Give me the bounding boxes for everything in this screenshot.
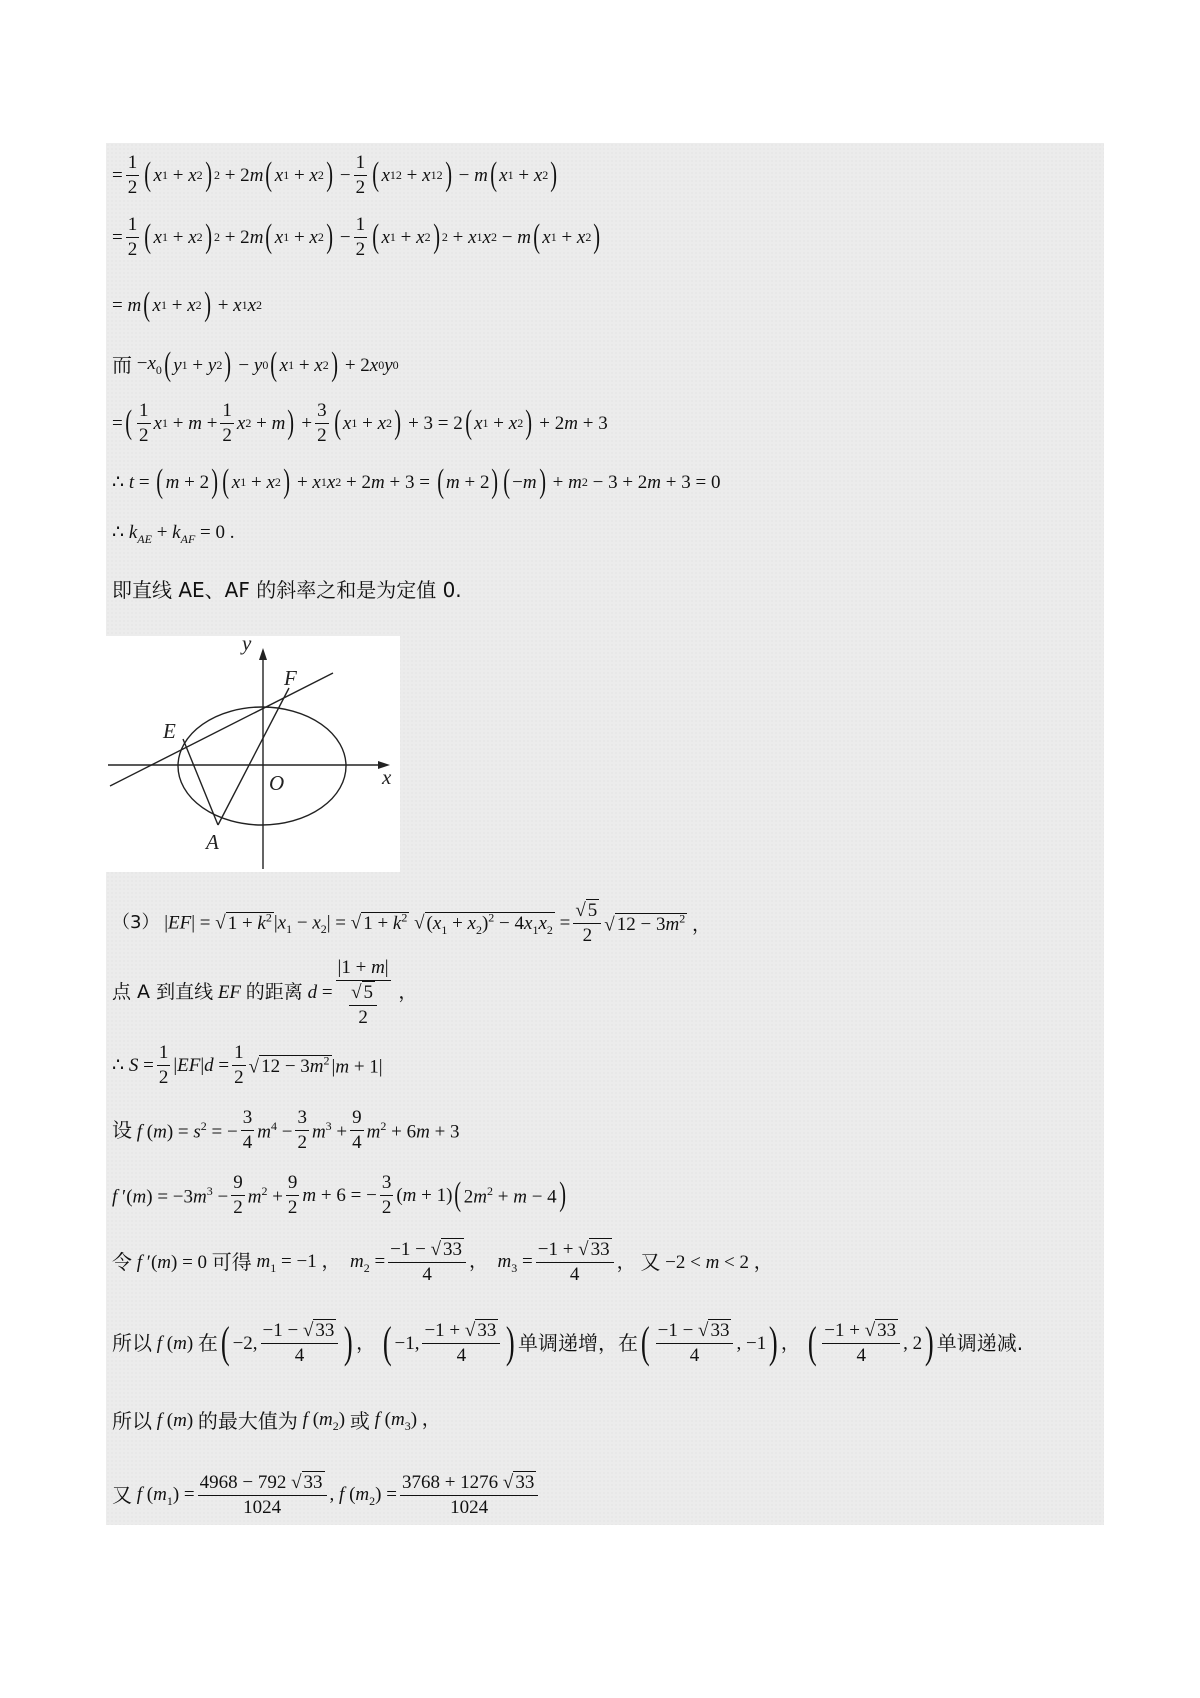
line-ef	[110, 673, 333, 786]
label-origin: O	[269, 771, 285, 795]
equation-line-11: ∴ S = $\frac{1}{2}$ |EF|d = $\frac{1}{2}$ √ $12 - 3m^2$ |m + 1|	[112, 1042, 383, 1088]
equation-line-14: 令 f ′(m) = 0 可得 $m_1 = -1$ ， $m_2$ = $\frac{-1 - √ 33}{4}$ ， $m_3$ = $\frac{-1 + √ 33}{4}$ ， 又 −2 < m < 2 ，	[112, 1239, 773, 1285]
equation-line-1: = $\frac{1}{2}$ ( x 1 + x 2 ) 2 + 2 m ( x 1 + x 2 ) − $\frac{1}{2}$ ( x 1 2 + x 1 2 ) − m ( x 1 + x 2 )	[112, 152, 558, 198]
equation-line-3: = m ( x 1 + x 2 ) + x 1 x 2	[112, 286, 263, 323]
prefix-text: 令	[112, 1250, 132, 1275]
label-a: A	[206, 830, 219, 854]
segment-ae	[183, 739, 218, 825]
equation-line-10: 点 A 到直线 EF 的距离 d = $\frac{|1 + m|}{\frac{√ 5}{2}}$ ，	[112, 957, 418, 1028]
equation-line-6: ∴ t = ( m + 2 ) ( x 1 + x 2 ) + x 1 x 2 + 2 m + 3 = ( m + 2 ) ( − m ) + m 2 − 3 + 2 m + 3 = 0	[112, 463, 721, 500]
label-y: y	[242, 636, 252, 655]
prefix-text: 所以	[112, 1408, 152, 1433]
segment-af	[218, 688, 289, 825]
conclusion-text	[112, 580, 462, 600]
y-axis-arrow-icon	[259, 648, 267, 660]
label-e: E	[163, 719, 176, 743]
prefix-text: 设	[112, 1118, 132, 1143]
equation-line-9: （3） |EF| = √ $1 + k^2$ $|x_1 - x_2|$ = √ $1 + k^2$ √ $(x_1 + x_2)^2 - 4x_1x_2$ = $\frac{√ 5}{2}$ √ $12 - 3m^2$ ，	[112, 900, 711, 946]
equation-line-4: 而 $-x_0$ ( y 1 + y 2 ) − y 0 ( x 1 + x 2 ) + 2 x 0 y 0	[112, 346, 399, 383]
label-f: F	[284, 666, 297, 690]
equation-line-15: 所以 f (m) 在 ( −2, $\frac{-1 - √ 33}{4}$ ) ， ( −1, $\frac{-1 + √ 33}{4}$ ) 单调递增，在 ( $\frac{-1 - √ 33}{4}$ , −1 ) ， ( $\frac{-1 + √ 33}{4}$ , 2 ) 单调递减.	[112, 1318, 1024, 1368]
equation-line-17: 又 f $(m_1)$ = $\frac{4968 - 792 √ 33}{1024}$ , f $(m_2)$ = $\frac{3768 + 1276 √ 33}{1024}$	[112, 1473, 541, 1518]
prefix-text: 点 A 到直线	[112, 981, 214, 1004]
equation-line-2: = $\frac{1}{2}$ ( x 1 + x 2 ) 2 + 2 m ( x 1 + x 2 ) − $\frac{1}{2}$ ( x 1 + x 2 ) 2 + x 1 x 2 − m ( x 1 + x 2 )	[112, 214, 601, 260]
conclusion-sentence: 即直线 AE、AF 的斜率之和是为定值 0.	[112, 578, 462, 602]
ellipse-figure	[106, 636, 400, 872]
prefix-text: 所以	[112, 1331, 152, 1356]
equation-line-13: f $'(m) = -3m^3$ − $\frac{9}{2}$ $m^2$ + $\frac{9}{2}$ m + 6 = − $\frac{3}{2}$ (m + 1) ( $2m^2 + m - 4$ )	[112, 1172, 566, 1218]
ellipse-curve	[178, 707, 346, 825]
equation-line-16: 所以 f (m) 的最大值为 f $(m_2)$ 或 f $(m_3)$ ，	[112, 1408, 441, 1433]
label-x: x	[382, 765, 392, 789]
prefix-text: 而	[112, 353, 132, 377]
equation-line-12: 设 f $(m) = s^2$ = − $\frac{3}{4}$ $m^4$ − $\frac{3}{2}$ $m^3$ + $\frac{9}{4}$ $m^2 + 6m + 3$	[112, 1107, 460, 1153]
solution-page	[106, 143, 1104, 1525]
prefix-text: 又	[112, 1483, 132, 1508]
equation-line-5: = ( $\frac{1}{2}$ x 1 + m + $\frac{1}{2}$ x 2 + m ) + $\frac{3}{2}$ ( x 1 + x 2 ) + 3 = 2 ( x 1 + x 2 ) + 2 m + 3	[112, 400, 608, 446]
equation-line-7: ∴ $k_{AE} + k_{AF} = 0$ .	[112, 522, 235, 546]
